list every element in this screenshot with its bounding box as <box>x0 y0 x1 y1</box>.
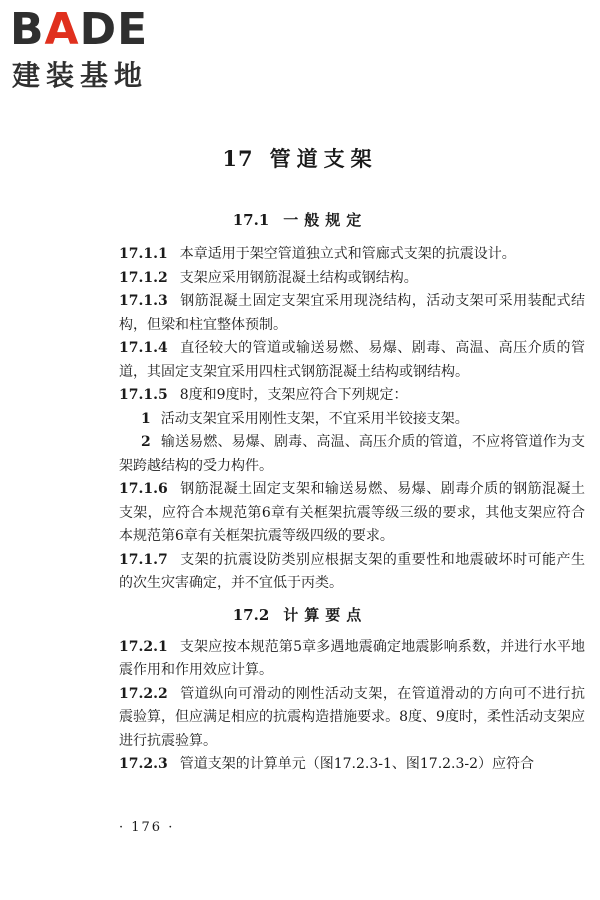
clause-17-1-6: 17.1.6 钢筋混凝土固定支架和输送易燃、易爆、剧毒介质的钢筋混凝土支架，应符合本规范第6章有关框架抗震等级三级的要求，其他支架应符合本规范第6章有关框架抗震等级四级的要求。 <box>119 481 585 544</box>
clause-17-1-3: 17.1.3 钢筋混凝土固定支架宜采用现浇结构，活动支架可采用装配式结构，但梁和柱宜整体预制。 <box>119 293 585 333</box>
section-heading-17-2 <box>0 604 600 625</box>
clause-17-1-5: 17.1.5 8度和9度时，支架应符合下列规定： <box>119 387 408 403</box>
clause-17-1-7: 17.1.7 支架的抗震设防类别应根据支架的重要性和地震破坏时可能产生的次生灾害确定，并不宜低于丙类。 <box>119 551 585 591</box>
logo-accent-letter: A <box>44 4 80 55</box>
chapter-number: 17 <box>222 146 254 171</box>
clause-17-2-3: 17.2.3 管道支架的计算单元（图17.2.3-1、图17.2.3-2）应符合 <box>119 756 535 772</box>
logo-subtitle: 建装基地 <box>12 59 149 92</box>
section-title: 一般规定 <box>283 211 368 229</box>
chapter-title <box>0 143 600 173</box>
clause-17-2-2: 17.2.2 管道纵向可滑动的刚性活动支架，在管道滑动的方向可不进行抗震验算，但应满足相应的抗震构造措施要求。8度、9度时，柔性活动支架应进行抗震验算。 <box>119 685 585 749</box>
logo-wordmark: BADE <box>10 4 149 55</box>
clause-17-2-1: 17.2.1 支架应按本规范第5章多遇地震确定地震影响系数，并进行水平地震作用和作用效应计算。 <box>119 638 585 678</box>
section-heading-17-1 <box>0 209 600 230</box>
section-number: 17.2 <box>232 605 270 624</box>
clause-17-1-5-item-2: 2 输送易燃、易爆、剧毒、高温、高压介质的管道，不应将管道作为支架跨越结构的受力构件。 <box>119 434 585 474</box>
chapter-name: 管道支架 <box>269 146 378 171</box>
publisher-logo <box>10 4 175 100</box>
body-text <box>119 243 585 777</box>
clause-17-1-2: 17.1.2 支架应采用钢筋混凝土结构或钢结构。 <box>119 269 418 286</box>
section-number: 17.1 <box>232 211 270 229</box>
clause-17-1-4: 17.1.4 直径较大的管道或输送易燃、易爆、剧毒、高温、高压介质的管道，其固定支架宜采用四柱式钢筋混凝土结构或钢结构。 <box>119 340 585 380</box>
page-number: · 176 · <box>119 820 175 835</box>
section-title: 计算要点 <box>283 605 368 624</box>
clause-17-1-1: 17.1.1 本章适用于架空管道独立式和管廊式支架的抗震设计。 <box>119 246 516 262</box>
clause-17-1-5-item-1: 1 活动支架宜采用刚性支架，不宜采用半铰接支架。 <box>141 410 469 427</box>
